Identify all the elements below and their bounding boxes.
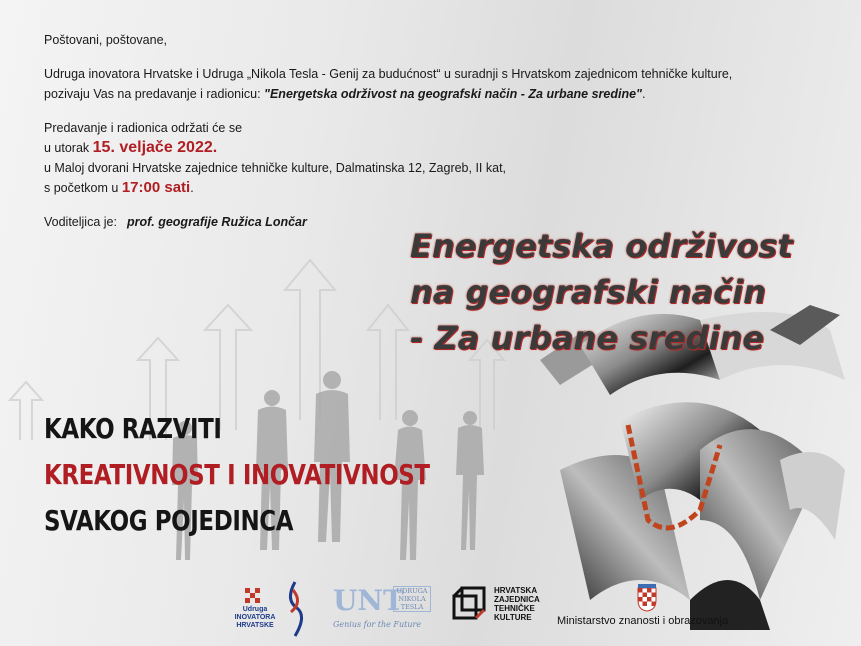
slogan-line3: SVAKOG POJEDINCA xyxy=(44,504,294,537)
hztk-cube-icon xyxy=(448,584,490,626)
event-time-line xyxy=(44,178,804,198)
uih-text1: Udruga xyxy=(242,606,268,613)
hztk-logo xyxy=(448,584,548,636)
croatian-coat-of-arms-icon xyxy=(637,584,657,612)
hztk-text2: ZAJEDNICA xyxy=(494,595,540,604)
event-date: 15. veljače 2022. xyxy=(92,139,218,156)
headline-line1: Energetska održivost xyxy=(410,227,793,265)
greeting: Poštovani, poštovane, xyxy=(44,33,167,47)
event-time-prefix: s početkom u xyxy=(44,181,122,195)
intro-title: "Energetska održivost na geografski način - Za urbane sredine" xyxy=(264,87,642,101)
slogan xyxy=(44,406,430,544)
leader-label: Voditeljica je: xyxy=(44,215,117,229)
slogan-line1: KAKO RAZVITI xyxy=(44,412,222,445)
event-time: 17:00 sati xyxy=(121,179,191,196)
event-location: u Maloj dvorani Hrvatske zajednice tehničke kulture, Dalmatinska 12, Zagreb, II kat, xyxy=(44,161,507,175)
uih-logo xyxy=(225,580,325,640)
lecture-headline xyxy=(410,223,850,361)
hztk-text4: KULTURE xyxy=(494,613,532,622)
intro-paragraph-line1: Udruga inovatora Hrvatske i Udruga „Nikola Tesla - Genij za budućnost“ u suradnji s Hrvatskom zajednicom tehničke kulture, xyxy=(44,67,733,81)
hztk-text3: TEHNIČKE xyxy=(494,604,535,613)
headline-line3: - Za urbane sredine xyxy=(410,319,764,357)
uih-text3: HRVATSKE xyxy=(236,622,274,629)
event-day-prefix: u utorak xyxy=(44,141,93,155)
hztk-text1: HRVATSKA xyxy=(494,586,538,595)
headline-line2: na geografski način xyxy=(410,273,766,311)
unt-side3: TESLA xyxy=(400,603,424,611)
unt-side2: NIKOLA xyxy=(398,595,426,603)
unt-logo xyxy=(333,584,443,636)
unt-tagline: Genius for the Future xyxy=(333,620,422,629)
uih-text2: INOVATORA xyxy=(234,614,276,621)
intro-prefix: pozivaju Vas na predavanje i radionicu: xyxy=(44,87,265,101)
event-time-suffix: . xyxy=(190,181,194,195)
intro-paragraph-line2 xyxy=(44,84,804,104)
unt-mark: UNT xyxy=(333,584,404,617)
intro-suffix: . xyxy=(641,87,646,101)
partner-logos xyxy=(0,576,861,646)
ministry-label: Ministarstvo znanosti i obrazovanja xyxy=(557,615,729,627)
invitation-letter xyxy=(44,30,804,232)
event-line2 xyxy=(44,138,804,158)
unt-side1: UDRUGA xyxy=(396,587,428,595)
slogan-line2: KREATIVNOST I INOVATIVNOST xyxy=(44,458,430,491)
event-line1: Predavanje i radionica održati će se xyxy=(44,121,243,135)
leader-name: prof. geografije Ružica Lončar xyxy=(126,215,307,229)
